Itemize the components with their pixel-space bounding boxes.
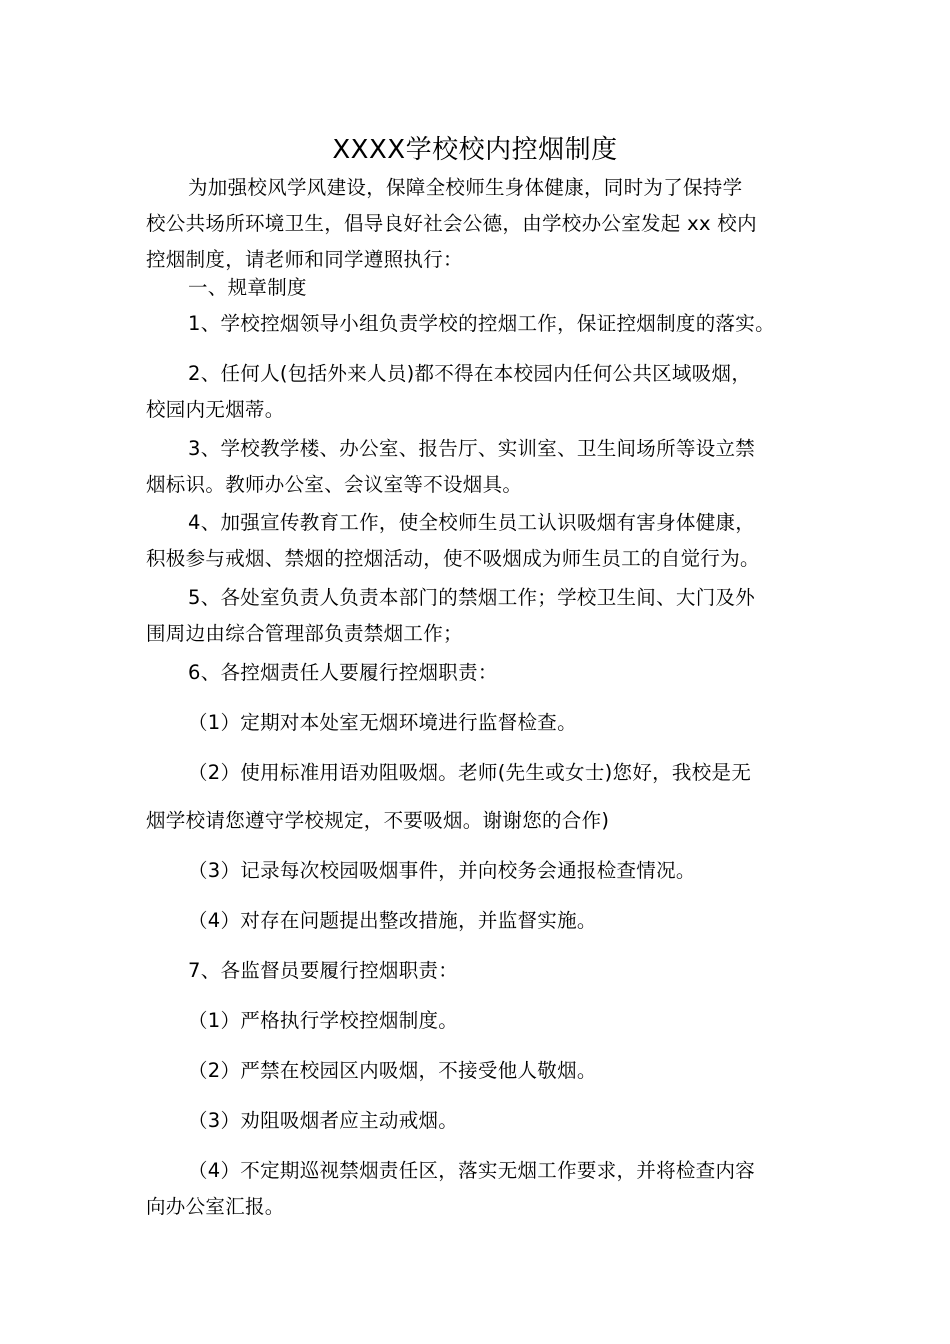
duty7-item-1-line-1: （1）严格执行学校控烟制度。 — [188, 1009, 459, 1032]
rule-item-6 — [146, 655, 826, 691]
rule-item-7 — [146, 953, 826, 989]
section-heading — [146, 270, 826, 306]
duty7-item-1 — [146, 1003, 826, 1039]
duty6-item-2-line-1: （2）使用标准用语劝阻吸烟。老师(先生或女士)您好，我校是无 — [188, 761, 752, 784]
rule-item-4-line-2: 积极参与戒烟、禁烟的控烟活动，使不吸烟成为师生员工的自觉行为。 — [146, 547, 760, 570]
rule-item-4 — [146, 505, 826, 577]
duty6-item-2-line-2: 烟学校请您遵守学校规定，不要吸烟。谢谢您的合作) — [146, 809, 610, 832]
rule-item-2 — [146, 356, 826, 428]
duty7-item-2-line-1: （2）严禁在校园区内吸烟，不接受他人敬烟。 — [188, 1059, 597, 1082]
rule-item-5 — [146, 580, 826, 652]
duty7-item-4-line-2: 向办公室汇报。 — [146, 1195, 285, 1218]
document-title: XXXX学校校内控烟制度 — [332, 135, 618, 165]
section-heading-text: 一、规章制度 — [188, 276, 307, 299]
duty7-item-2 — [146, 1053, 826, 1089]
duty6-item-2 — [146, 755, 826, 839]
rule-item-6-line-1: 6、各控烟责任人要履行控烟职责： — [188, 661, 498, 684]
rule-item-1 — [146, 306, 826, 342]
duty6-item-3 — [146, 853, 826, 889]
rule-item-4-line-1: 4、加强宣传教育工作，使全校师生员工认识吸烟有害身体健康， — [188, 511, 756, 534]
intro-line-2: 校公共场所环境卫生，倡导良好社会公德，由学校办公室发起 xx 校内 — [146, 212, 757, 235]
duty7-item-4 — [146, 1153, 826, 1225]
duty7-item-4-line-1: （4）不定期巡视禁烟责任区，落实无烟工作要求，并将检查内容 — [188, 1159, 756, 1182]
intro-paragraph — [146, 170, 826, 278]
rule-item-3 — [146, 431, 826, 503]
rule-item-2-line-2: 校园内无烟蒂。 — [146, 398, 285, 421]
rule-item-7-line-1: 7、各监督员要履行控烟职责： — [188, 959, 459, 982]
duty6-item-4-line-1: （4）对存在问题提出整改措施，并监督实施。 — [188, 909, 597, 932]
rule-item-3-line-2: 烟标识。教师办公室、会议室等不设烟具。 — [146, 473, 523, 496]
duty6-item-4 — [146, 903, 826, 939]
duty6-item-1-line-1: （1）定期对本处室无烟环境进行监督检查。 — [188, 711, 577, 734]
intro-line-3: 控烟制度，请老师和同学遵照执行： — [146, 248, 463, 271]
rule-item-2-line-1: 2、任何人(包括外来人员)都不得在本校园内任何公共区域吸烟， — [188, 362, 752, 385]
rule-item-5-line-1: 5、各处室负责人负责本部门的禁烟工作；学校卫生间、大门及外 — [188, 586, 756, 609]
duty6-item-1 — [146, 705, 826, 741]
intro-line-1: 为加强校风学风建设，保障全校师生身体健康，同时为了保持学 — [188, 176, 743, 199]
duty7-item-3-line-1: （3）劝阻吸烟者应主动戒烟。 — [188, 1109, 459, 1132]
rule-item-3-line-1: 3、学校教学楼、办公室、报告厅、实训室、卫生间场所等设立禁 — [188, 437, 756, 460]
rule-item-5-line-2: 围周边由综合管理部负责禁烟工作； — [146, 622, 463, 645]
rule-item-1-line-1: 1、学校控烟领导小组负责学校的控烟工作，保证控烟制度的落实。 — [188, 312, 775, 335]
duty7-item-3 — [146, 1103, 826, 1139]
duty6-item-3-line-1: （3）记录每次校园吸烟事件，并向校务会通报检查情况。 — [188, 859, 696, 882]
